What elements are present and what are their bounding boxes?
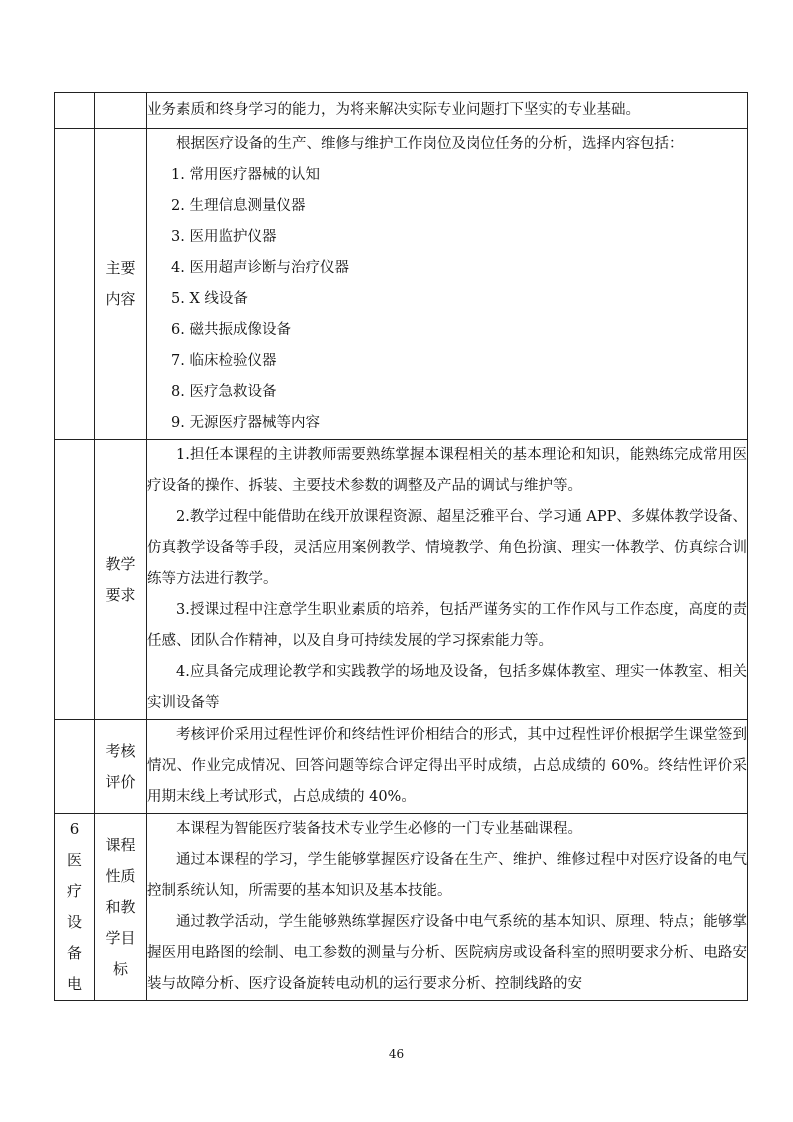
paragraph: 考核评价采用过程性评价和终结性评价相结合的形式，其中过程性评价根据学生课堂签到情况、作业完成情况、回答问题等综合评定得出平时成绩，占总成绩的 60%。终结性评价采用期末线上考试形式，占总成绩的 40%。 <box>147 727 747 805</box>
content-cell <box>147 440 748 720</box>
side-cell <box>55 129 95 440</box>
row-label-main-content <box>95 129 147 440</box>
table-row <box>55 814 748 1001</box>
side-cell <box>55 440 95 720</box>
label-line: 课程 <box>105 835 136 854</box>
list-item: 8. 医疗急救设备 <box>171 384 277 400</box>
list-item: 1. 常用医疗器械的认知 <box>171 167 320 183</box>
side-char: 设 <box>66 913 82 931</box>
paragraph: 根据医疗设备的生产、维修与维护工作岗位及岗位任务的分析，选择内容包括： <box>176 136 684 152</box>
table-row <box>55 93 748 129</box>
label-line: 评价 <box>105 772 136 791</box>
content-cell <box>147 129 748 440</box>
row-label-assessment <box>95 720 147 814</box>
paragraph: 2.教学过程中能借助在线开放课程资源、超星泛雅平台、学习通 APP、多媒体教学设备、仿真教学设备等手段，灵活应用案例教学、情境教学、角色扮演、理实一体教学、仿真综合训练等方法进行教学。 <box>147 509 747 587</box>
side-char: 疗 <box>66 882 82 900</box>
paragraph: 本课程为智能医疗装备技术专业学生必修的一门专业基础课程。 <box>176 821 582 837</box>
course-table <box>54 92 748 1001</box>
side-cell <box>55 93 95 129</box>
label-line: 内容 <box>105 290 136 308</box>
label-line: 标 <box>112 959 128 978</box>
side-char: 电 <box>66 975 82 993</box>
paragraph: 通过教学活动，学生能够熟练掌握医疗设备中电气系统的基本知识、原理、特点；能够掌握医用电路图的绘制、电工参数的测量与分析、医院病房或设备科室的照明要求分析、电路安装与故障分析、医疗设备旋转电动机的运行要求分析、控制线路的安 <box>147 914 747 992</box>
page-number: 46 <box>388 1047 405 1061</box>
side-char: 6 <box>69 820 80 838</box>
list-item: 5. X 线设备 <box>171 291 248 307</box>
label-line: 学目 <box>105 928 136 947</box>
content-cell <box>147 720 748 814</box>
table-row <box>55 440 748 720</box>
label-line: 考核 <box>105 741 136 760</box>
list-item: 4. 医用超声诊断与治疗仪器 <box>171 260 349 276</box>
content-cell <box>147 814 748 1001</box>
list-item: 2. 生理信息测量仪器 <box>171 198 306 214</box>
content-cell <box>147 93 748 129</box>
label-line: 和教 <box>105 897 136 916</box>
row-label-course-nature <box>95 814 147 1001</box>
label-cell <box>95 93 147 129</box>
course-number-cell <box>55 814 95 1001</box>
list-item: 6. 磁共振成像设备 <box>171 322 291 338</box>
label-line: 主要 <box>105 259 136 277</box>
side-char: 医 <box>66 851 82 869</box>
table-row <box>55 720 748 814</box>
list-item: 9. 无源医疗器械等内容 <box>171 415 320 431</box>
paragraph: 1.担任本课程的主讲教师需要熟练掌握本课程相关的基本理论和知识，能熟练完成常用医疗设备的操作、拆装、主要技术参数的调整及产品的调试与维护等。 <box>147 447 747 494</box>
paragraph: 业务素质和终身学习的能力，为将来解决实际专业问题打下坚实的专业基础。 <box>147 102 640 118</box>
label-line: 教学 <box>105 554 136 573</box>
list-item: 3. 医用监护仪器 <box>171 229 277 245</box>
label-line: 要求 <box>105 585 136 604</box>
paragraph: 4.应具备完成理论教学和实践教学的场地及设备，包括多媒体教室、理实一体教室、相关实训设备等 <box>147 664 747 711</box>
label-line: 性质 <box>105 866 136 885</box>
side-cell <box>55 720 95 814</box>
row-label-teaching <box>95 440 147 720</box>
list-item: 7. 临床检验仪器 <box>171 353 277 369</box>
paragraph: 通过本课程的学习，学生能够掌握医疗设备在生产、维护、维修过程中对医疗设备的电气控制系统认知，所需要的基本知识及基本技能。 <box>147 852 747 899</box>
side-char: 备 <box>66 944 82 962</box>
paragraph: 3.授课过程中注意学生职业素质的培养，包括严谨务实的工作作风与工作态度，高度的责任感、团队合作精神，以及自身可持续发展的学习探索能力等。 <box>147 602 747 649</box>
table-row <box>55 129 748 440</box>
